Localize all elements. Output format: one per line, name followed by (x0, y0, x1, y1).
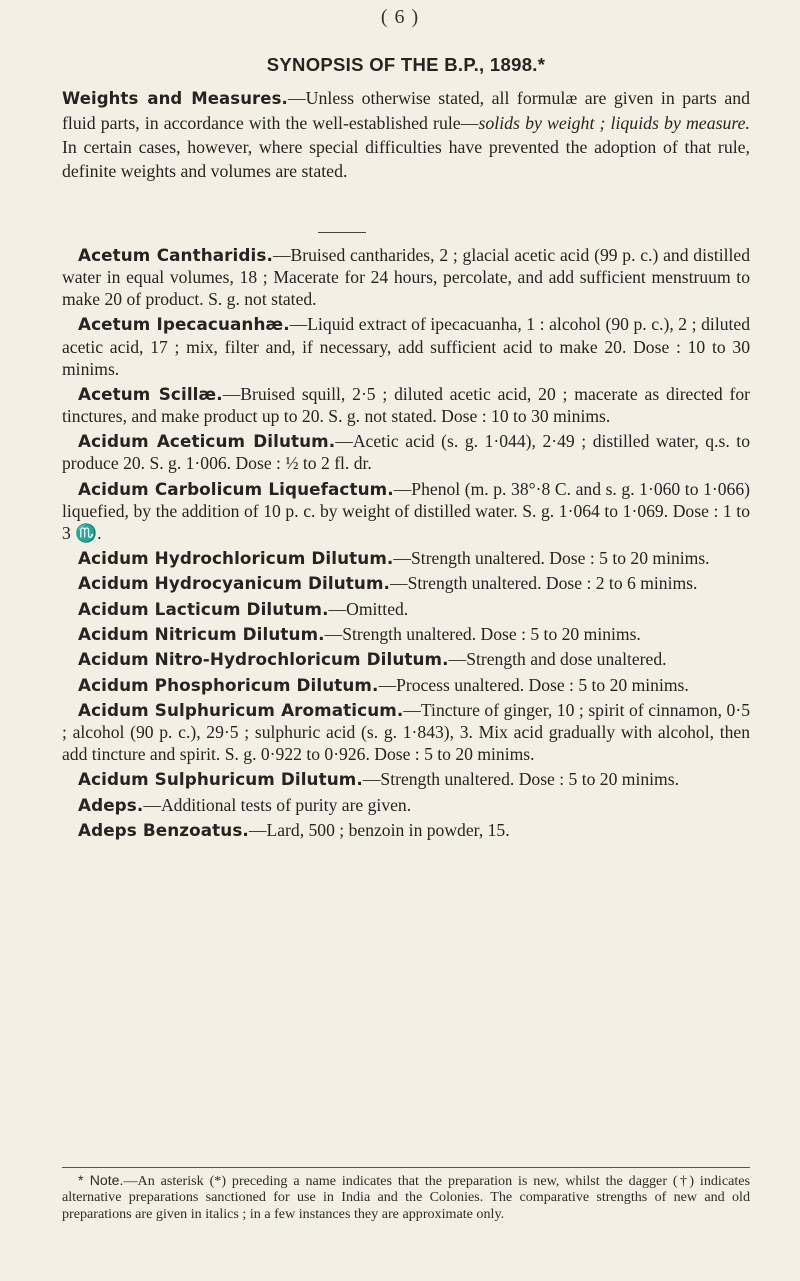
entry (62, 478, 750, 544)
entry-text: —Acetic acid (s. g. 1·044), 2·49 ; distilled water, q.s. to produce 20. S. g. 1·006. Dose : ½ to 2 fl. dr. (62, 431, 750, 474)
entry (62, 674, 750, 696)
entry-term: Acidum Nitro-Hydrochloricum Dilutum. (78, 649, 449, 670)
entry-term: Acidum Hydrocyanicum Dilutum. (78, 573, 391, 594)
entry (62, 244, 750, 310)
intro-text-2: In certain cases, however, where special difficulties have prevented the adoption of that rule, definite weights and volumes are stated. (62, 137, 750, 181)
intro-term: Weights and Measures. (62, 89, 288, 108)
entry (62, 699, 750, 765)
entry (62, 430, 750, 474)
footnote (62, 1172, 750, 1222)
entry (62, 768, 750, 790)
intro-paragraph (62, 86, 750, 183)
entry-text: —Process unaltered. Dose : 5 to 20 minims. (378, 674, 689, 695)
entry-text: —Strength and dose unaltered. (448, 649, 667, 670)
entry-term: Acidum Hydrochloricum Dilutum. (78, 548, 394, 569)
entry-list (62, 244, 750, 844)
entry-text: —Tincture of ginger, 10 ; spirit of cinnamon, 0·5 ; alcohol (90 p. c.), 29·5 ; sulphuric acid (s. g. 1·843), 3. Mix acid gradually with alcohol, then add tincture and spirit. S. g. 0·922 to 0·926. Dose : 5 to 20 minims. (62, 699, 750, 765)
entry (62, 547, 750, 569)
entry (62, 383, 750, 427)
entry-text: —Bruised squill, 2·5 ; diluted acetic acid, 20 ; macerate as directed for tinctures, and make product up to 20. S. g. not stated. Dose : 10 to 30 minims. (62, 383, 751, 427)
intro-text-1: —Unless otherwise stated, all formulæ are given in parts and fluid parts, in accordance with the well-established rule— (62, 88, 751, 133)
entry-term: Acidum Nitricum Dilutum. (78, 624, 325, 644)
footnote-text: —An asterisk (*) preceding a name indicates that the preparation is new, whilst the dagger (†) indicates alternative preparations sanctioned for use in India and the Colonies. The comparative strengths of new and old preparations are given in italics ; in a few instances they are approximate only. (62, 1173, 751, 1222)
entry-text: —Additional tests of purity are given. (143, 794, 412, 815)
entry-term: Acidum Sulphuricum Aromaticum. (78, 699, 404, 720)
entry (62, 819, 750, 841)
section-divider (318, 232, 366, 233)
entry-term: Adeps. (78, 794, 144, 815)
entry-text: —Strength unaltered. Dose : 5 to 20 minims. (324, 624, 641, 644)
entry (62, 572, 750, 594)
entry-text: —Strength unaltered. Dose : 5 to 20 minims. (362, 769, 679, 790)
entry (62, 794, 750, 816)
entry-text: —Lard, 500 ; benzoin in powder, 15. (248, 819, 510, 840)
intro-italic-rule: solids by weight ; liquids by measure. (478, 113, 750, 133)
footnote-divider (62, 1167, 750, 1168)
entry-term: Acidum Sulphuricum Dilutum. (78, 769, 363, 790)
entry-term: Acidum Lacticum Dilutum. (78, 598, 329, 619)
entry (62, 648, 750, 670)
footnote-label: * Note. (78, 1172, 124, 1188)
entry-term: Acidum Aceticum Dilutum. (78, 431, 336, 452)
entry-term: Acidum Carbolicum Liquefactum. (78, 478, 394, 499)
entry-term: Acidum Phosphoricum Dilutum. (78, 674, 379, 695)
entry-text: —Strength unaltered. Dose : 2 to 6 minims. (390, 573, 698, 594)
entry (62, 623, 750, 645)
entry-term: Acetum Ipecacuanhæ. (78, 314, 290, 335)
entry-term: Adeps Benzoatus. (78, 819, 249, 840)
entry-text: —Phenol (m. p. 38°·8 C. and s. g. 1·060 to 1·066) liquefied, by the addition of 10 p. c. by weight of distilled water. S. g. 1·064 to 1·069. Dose : 1 to 3 ♏. (62, 478, 750, 543)
entry-text: —Bruised cantharides, 2 ; glacial acetic acid (99 p. c.) and distilled water in equal volumes, 18 ; Macerate for 24 hours, percolate, and add sufficient menstruum to make 20 of product. S. g. not stated. (62, 245, 750, 310)
entry-text: —Omitted. (328, 598, 409, 619)
page-title: SYNOPSIS OF THE B.P., 1898.* (266, 54, 546, 75)
entry-text: —Liquid extract of ipecacuanha, 1 : alcohol (90 p. c.), 2 ; diluted acetic acid, 17 ; mix, filter and, if necessary, add sufficient acid to make 20. Dose : 10 to 30 minims. (62, 314, 750, 379)
entry (62, 598, 750, 620)
entry (62, 313, 750, 379)
entry-term: Acetum Scillæ. (78, 383, 223, 404)
page-number: ( 6 ) (380, 6, 420, 28)
entry-text: —Strength unaltered. Dose : 5 to 20 minims. (393, 548, 710, 569)
entry-term: Acetum Cantharidis. (78, 245, 273, 265)
